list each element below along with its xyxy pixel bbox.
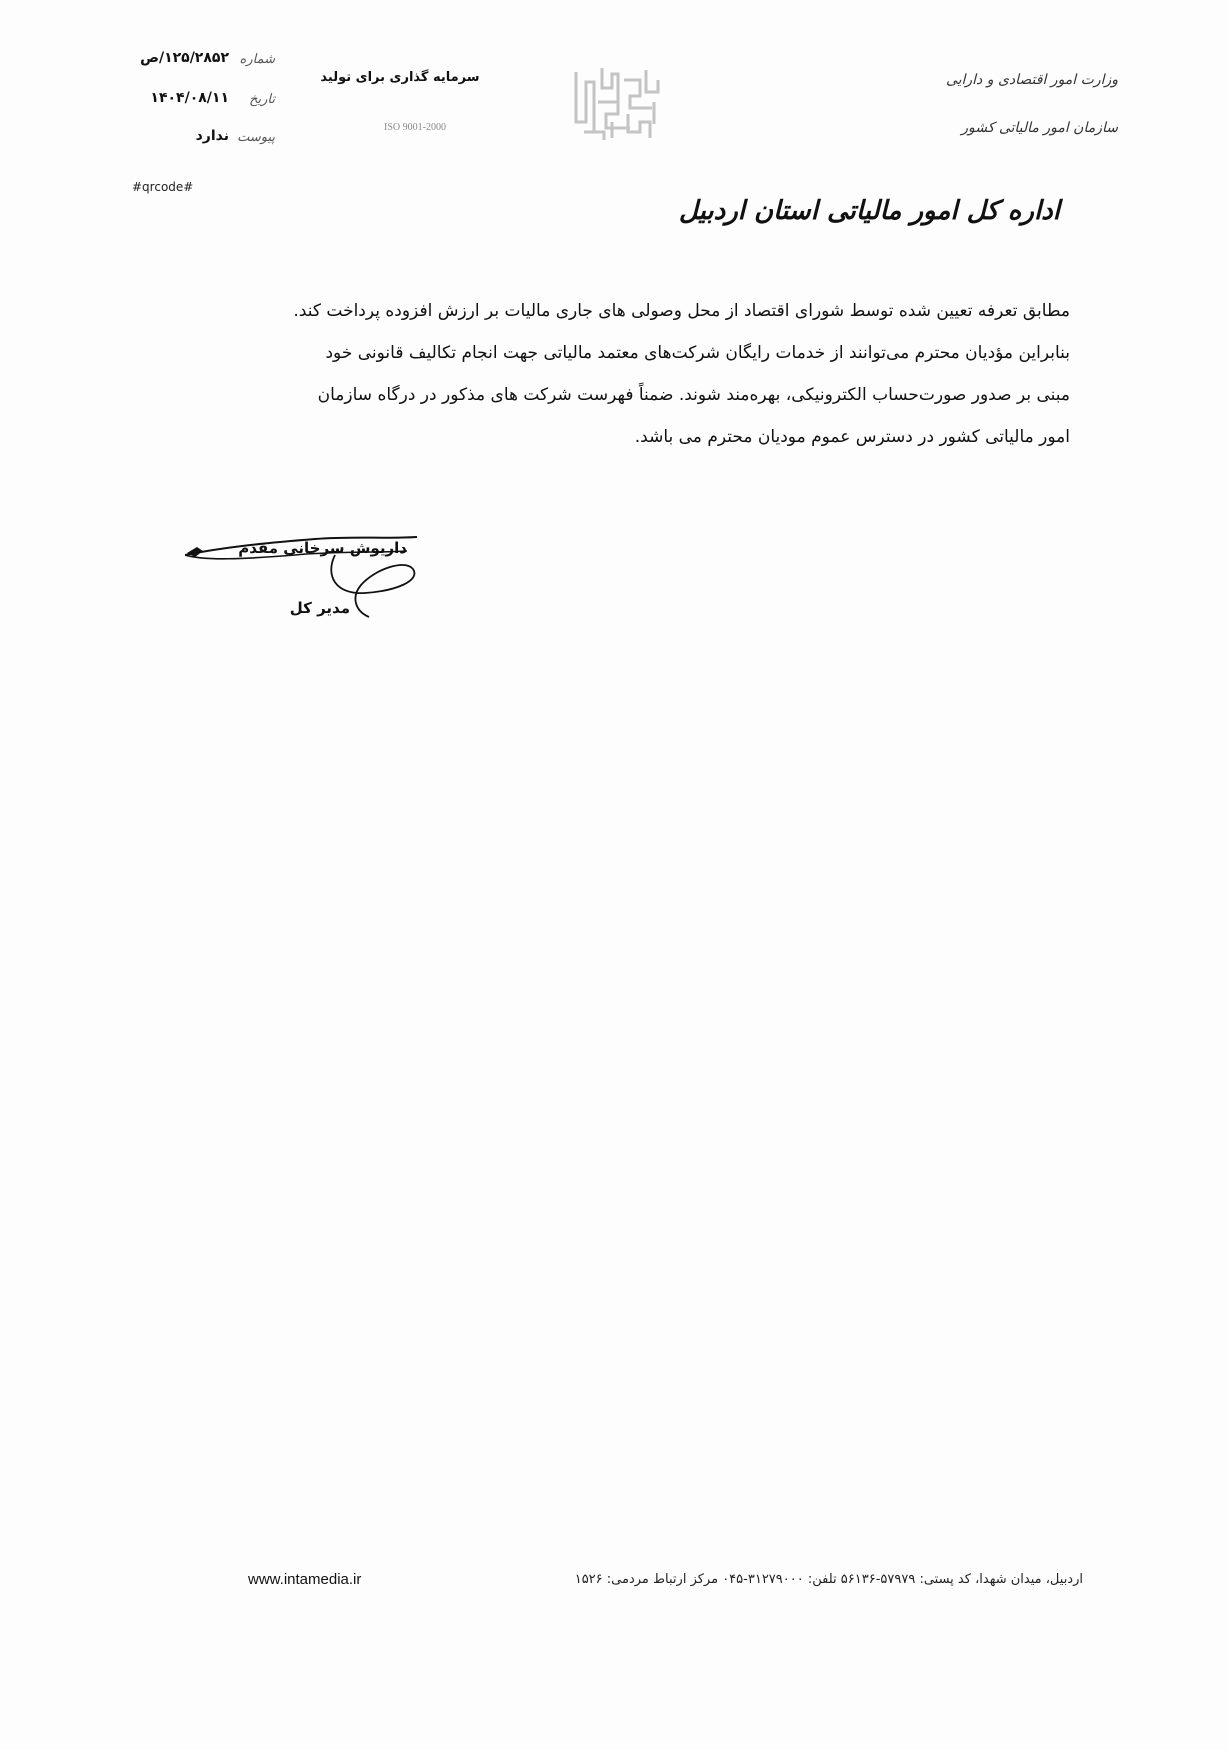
- meta-attachment-row: [85, 128, 275, 154]
- slogan: سرمایه گذاری برای تولید: [320, 70, 480, 85]
- meta-attachment-label: پیوست: [237, 130, 275, 145]
- body-line: امور مالیاتی کشور در دسترس عموم مودیان محترم می باشد.: [634, 427, 1070, 447]
- letter-body: [170, 290, 1070, 458]
- meta-number-label: شماره: [239, 52, 275, 67]
- meta-attachment-value: ندارد: [195, 128, 229, 144]
- body-line: مبنی بر صدور صورت‌حساب الکترونیکی، بهره‌مند شوند. ضمناً فهرست شرکت های مذکور در درگاه سازمان: [317, 385, 1070, 405]
- signer-name: داریوش سرخانی مقدم: [238, 539, 407, 557]
- body-line: مطابق تعرفه تعیین شده توسط شورای اقتصاد از محل وصولی های جاری مالیات بر ارزش افزوده پرداخت کند.: [293, 301, 1070, 321]
- meta-date-value: ۱۴۰۴/۰۸/۱۱: [150, 90, 229, 106]
- iso-certificate: ISO 9001-2000: [384, 122, 446, 133]
- footer: [248, 1568, 1083, 1598]
- meta-date-label: تاریخ: [249, 92, 275, 107]
- signer-title: مدیر کل: [289, 599, 350, 617]
- qrcode-placeholder: #qrcode#: [132, 180, 194, 194]
- organization-name: سازمان امور مالیاتی کشور: [961, 120, 1118, 136]
- footer-address: اردبیل، میدان شهدا، کد پستی: ۵۷۹۷۹-۵۶۱۳۶ تلفن: ۳۱۲۷۹۰۰۰-۰۴۵ مرکز ارتباط مردمی: ۱۵۲۶: [574, 1572, 1083, 1587]
- ministry-name: وزارت امور اقتصادی و دارایی: [945, 72, 1118, 88]
- meta-number-value: ۱۲۵/۲۸۵۲/ص: [140, 50, 229, 66]
- meta-number-row: [85, 50, 275, 76]
- signature-block: [185, 525, 445, 635]
- body-line: بنابراین مؤدیان محترم می‌توانند از خدمات رایگان شرکت‌های معتمد مالیاتی جهت انجام تکالیف قانونی خود: [325, 343, 1070, 363]
- footer-website-link[interactable]: www.intamedia.ir: [248, 1571, 362, 1588]
- letter-meta: [85, 50, 275, 160]
- office-title: اداره کل امور مالیاتی استان اردبیل: [678, 196, 1060, 226]
- emblem-icon: [568, 62, 668, 144]
- meta-date-row: [85, 90, 275, 116]
